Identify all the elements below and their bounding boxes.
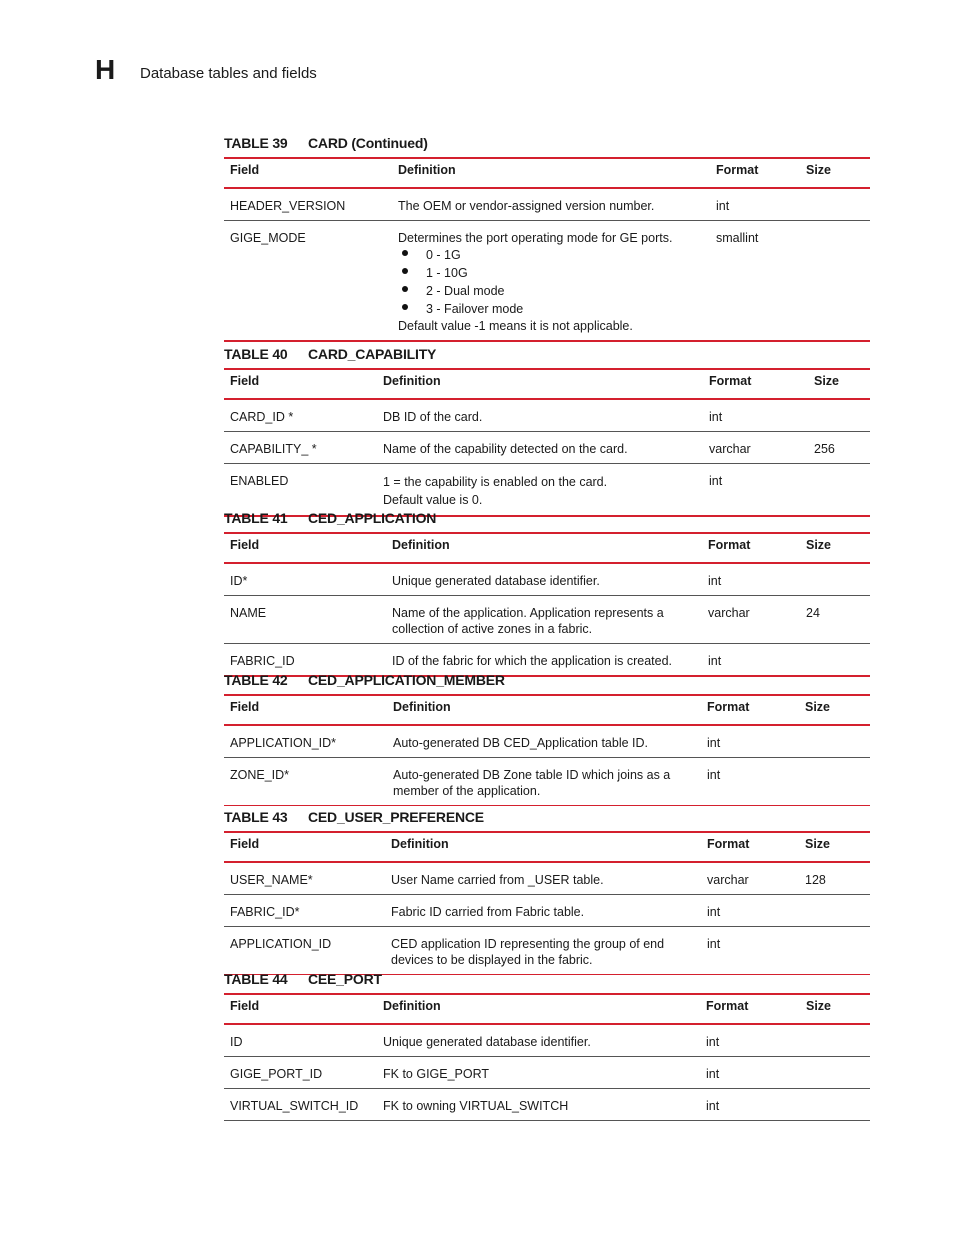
cell-size: [799, 758, 870, 806]
table-caption: [224, 510, 870, 532]
cell-field: CARD_ID *: [224, 399, 377, 432]
table-39-block: [224, 135, 870, 342]
cell-format: int: [707, 768, 721, 782]
cell-size: [800, 1089, 870, 1121]
chapter-title: Database tables and fields: [140, 65, 317, 82]
cell-format: int: [700, 1057, 800, 1089]
cell-size: 24: [800, 596, 870, 644]
column-header-size: Size: [800, 533, 870, 563]
cell-size: [799, 895, 870, 927]
cell-definition: Fabric ID carried from Fabric table.: [385, 895, 701, 927]
column-header-size: Size: [800, 994, 870, 1024]
cell-size: [800, 188, 870, 221]
table-row: [224, 399, 870, 432]
table-row: [224, 1057, 870, 1089]
table-row: [224, 927, 870, 975]
table-caption: [224, 809, 870, 831]
column-header-definition: Definition: [387, 695, 701, 725]
table-name: CARD (Continued): [308, 135, 428, 151]
definition-text: Determines the port operating mode for GE ports.: [398, 231, 673, 245]
column-header-field: Field: [224, 533, 386, 563]
table-41-block: [224, 510, 870, 677]
cell-definition: Name of the application. Application represents a collection of active zones in a fabric.: [386, 596, 702, 644]
column-header-field: Field: [224, 832, 385, 862]
cell-size: [800, 563, 870, 596]
table-row: [224, 1024, 870, 1057]
cell-definition: Auto-generated DB CED_Application table ID.: [387, 725, 701, 758]
cell-format: int: [701, 895, 799, 927]
list-item: 1 - 10G: [398, 264, 704, 282]
table-number: TABLE 43: [224, 809, 288, 825]
cell-size: [800, 1024, 870, 1057]
table-row: [224, 596, 870, 644]
table-row: [224, 758, 870, 806]
table-44: [224, 993, 870, 1121]
table-42-block: [224, 672, 870, 806]
bullet-list: [398, 246, 704, 318]
cell-field: GIGE_MODE: [230, 231, 306, 245]
table-caption: [224, 135, 870, 157]
table-caption: [224, 672, 870, 694]
cell-field: GIGE_PORT_ID: [224, 1057, 377, 1089]
column-header-format: Format: [700, 994, 800, 1024]
column-header-size: Size: [799, 695, 870, 725]
column-header-definition: Definition: [385, 832, 701, 862]
chapter-letter: H: [95, 54, 116, 85]
list-item: 2 - Dual mode: [398, 282, 704, 300]
table-name: CARD_CAPABILITY: [308, 346, 437, 362]
cell-definition: FK to owning VIRTUAL_SWITCH: [383, 1099, 569, 1113]
cell-format: int: [700, 1024, 800, 1057]
table-row: [224, 862, 870, 895]
table-row: [224, 188, 870, 221]
table-caption: [224, 346, 870, 368]
cell-definition: Unique generated database identifier.: [377, 1024, 700, 1057]
cell-definition: The OEM or vendor-assigned version number.: [392, 188, 710, 221]
column-header-field: Field: [224, 994, 377, 1024]
cell-field: ZONE_ID*: [230, 768, 290, 782]
column-header-size: Size: [799, 832, 870, 862]
list-item: 3 - Failover mode: [398, 300, 704, 318]
table-42: [224, 694, 870, 806]
table-39: [224, 157, 870, 342]
table-43: [224, 831, 870, 975]
cell-size: [800, 1057, 870, 1089]
cell-definition: ID of the fabric for which the application is created.: [392, 654, 673, 668]
cell-definition: Name of the capability detected on the card.: [377, 432, 703, 464]
cell-field: HEADER_VERSION: [224, 188, 392, 221]
table-row: [224, 432, 870, 464]
table-name: CED_APPLICATION_MEMBER: [308, 672, 505, 688]
cell-field: APPLICATION_ID*: [224, 725, 387, 758]
cell-field: APPLICATION_ID: [230, 937, 332, 951]
cell-field: NAME: [224, 596, 386, 644]
cell-definition: FK to GIGE_PORT: [377, 1057, 700, 1089]
cell-format: int: [702, 563, 800, 596]
column-header-field: Field: [224, 158, 392, 188]
cell-format: smallint: [716, 231, 759, 245]
column-header-format: Format: [703, 369, 808, 399]
cell-field: ID: [224, 1024, 377, 1057]
cell-format: int: [706, 1099, 720, 1113]
cell-field: ENABLED: [230, 474, 289, 488]
definition-note: Default value is 0.: [383, 493, 483, 507]
table-name: CED_USER_PREFERENCE: [308, 809, 484, 825]
cell-format: int: [701, 725, 799, 758]
table-number: TABLE 40: [224, 346, 288, 362]
list-item: 0 - 1G: [398, 246, 704, 264]
cell-definition: Unique generated database identifier.: [386, 563, 702, 596]
column-header-size: Size: [808, 369, 870, 399]
column-header-definition: Definition: [386, 533, 702, 563]
table-caption: [224, 971, 870, 993]
column-header-definition: Definition: [392, 158, 710, 188]
definition-text: 1 = the capability is enabled on the card.: [383, 475, 608, 489]
cell-format: int: [703, 399, 808, 432]
cell-size: [808, 399, 870, 432]
cell-size: [799, 725, 870, 758]
table-row: [224, 1089, 870, 1121]
cell-format: int: [707, 937, 721, 951]
table-40-block: [224, 346, 870, 517]
cell-field: FABRIC_ID: [230, 654, 295, 668]
table-40: [224, 368, 870, 517]
cell-size: [808, 464, 870, 517]
cell-field: FABRIC_ID*: [224, 895, 385, 927]
cell-field: USER_NAME*: [224, 862, 385, 895]
table-row: [224, 563, 870, 596]
table-row: [224, 895, 870, 927]
cell-format: int: [710, 188, 800, 221]
cell-definition: User Name carried from _USER table.: [385, 862, 701, 895]
table-43-block: [224, 809, 870, 975]
table-number: TABLE 39: [224, 135, 288, 151]
cell-definition: [392, 221, 710, 342]
cell-definition: [377, 464, 703, 517]
cell-definition: DB ID of the card.: [377, 399, 703, 432]
table-41: [224, 532, 870, 677]
table-number: TABLE 41: [224, 510, 288, 526]
table-row: [224, 725, 870, 758]
cell-size: 256: [808, 432, 870, 464]
table-number: TABLE 42: [224, 672, 288, 688]
column-header-format: Format: [702, 533, 800, 563]
table-row: [224, 464, 870, 517]
column-header-field: Field: [224, 369, 377, 399]
column-header-size: Size: [800, 158, 870, 188]
table-name: CEE_PORT: [308, 971, 382, 987]
column-header-format: Format: [701, 695, 799, 725]
cell-format: varchar: [703, 432, 808, 464]
column-header-format: Format: [701, 832, 799, 862]
table-44-block: [224, 971, 870, 1121]
column-header-field: Field: [224, 695, 387, 725]
cell-field: ID*: [224, 563, 386, 596]
table-number: TABLE 44: [224, 971, 288, 987]
cell-size: [799, 927, 870, 975]
definition-note: Default value -1 means it is not applicable.: [398, 319, 633, 333]
cell-definition: CED application ID representing the group of end devices to be displayed in the fabric.: [391, 937, 665, 967]
column-header-format: Format: [710, 158, 800, 188]
column-header-definition: Definition: [377, 994, 700, 1024]
table-name: CED_APPLICATION: [308, 510, 437, 526]
cell-format: int: [708, 654, 722, 668]
table-row: [224, 221, 870, 342]
cell-size: [800, 221, 870, 342]
cell-format: int: [709, 474, 723, 488]
cell-field: CAPABILITY_ *: [224, 432, 377, 464]
column-header-definition: Definition: [377, 369, 703, 399]
cell-format: varchar: [701, 862, 799, 895]
cell-format: varchar: [702, 596, 800, 644]
cell-size: 128: [799, 862, 870, 895]
cell-field: VIRTUAL_SWITCH_ID: [230, 1099, 359, 1113]
cell-definition: Auto-generated DB Zone table ID which joins as a member of the application.: [393, 768, 671, 798]
